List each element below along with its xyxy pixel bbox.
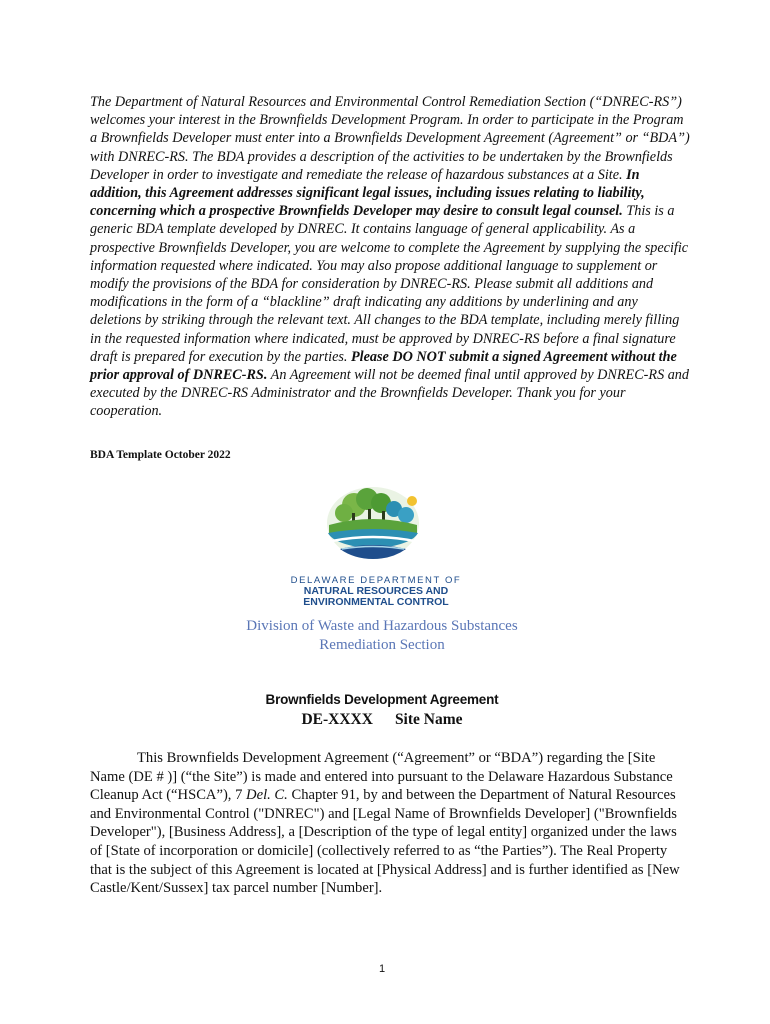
logo-line-1: DELAWARE DEPARTMENT OF (290, 575, 462, 586)
intro-sentence-1: The Department of Natural Resources and Environmental Control Remediation Section (“DNREC-RS”) welcomes your interest in the Brownfields Development Program. In order to participate in the Program a Brownfields Developer must enter into a Brownfields Development Agreement (Agreement” or “BDA”) with DNREC-RS. The BDA provides a description of the activities to be undertaken by the Brownfields Developer in order to investigate and remediate the release of hazardous substances at a Site. (90, 94, 690, 183)
intro-sentence-5: An Agreement will not be deemed final until approved by DNREC-RS and executed by the DNREC-RS Administrator and the Brownfields Developer. Thank you for your cooperation. (90, 367, 689, 420)
page-number: 1 (378, 963, 386, 975)
intro-submit-warning: Please DO NOT submit a signed Agreement without the prior approval of DNREC-RS. (90, 348, 677, 384)
agreement-paragraph-text: This Brownfields Development Agreement (“Agreement” or “BDA”) regarding the [Site Name (DE # )] (“the Site”) is made and entered into pursuant to the Delaware Hazardous Substance Cleanup Act (“HSCA”), 7 (90, 750, 673, 804)
division-name: Division of Waste and Hazardous Substances (246, 618, 518, 634)
template-label: BDA Template October 2022 (90, 449, 231, 461)
logo-line-2: NATURAL RESOURCES AND (303, 585, 449, 597)
dnrec-logo (284, 487, 468, 609)
agreement-title: Brownfields Development Agreement (265, 692, 499, 707)
dnrec-logo-emblem (284, 487, 468, 609)
logo-line-3: ENVIRONMENTAL CONTROL (303, 596, 449, 608)
agreement-paragraph (90, 749, 690, 898)
del-c-citation: Del. C. (246, 787, 288, 804)
agreement-paragraph-rest: Chapter 91, by and between the Department of Natural Resources and Environmental Control ("DNREC") and [Legal Name of Brownfields Developer] ("Brownfields Developer"), [Business Address], a [Description of the type of legal entity] organized under the laws of [State of incorporation or domicile] (collectively referred to as “the Parties”). The Real Property that is the subject of this Agreement is located at [Physical Address] and is further identified as [New Castle/Kent/Sussex] tax parcel number [Number]. (90, 787, 680, 897)
intro-sentence-3: This is a generic BDA template developed by DNREC. It contains language of general applicability. As a prospective Brownfields Developer, you are welcome to complete the Agreement by supplying the specific information requested where indicated. You may also propose additional language to supplement or modify the provisions of the BDA for consideration by DNREC-RS. Please submit all additions and modifications in the form of a “blackline” draft indicating any additions by underlining and any deletions by striking through the relevant text. All changes to the BDA template, including merely filling in the requested information where indicated, must be approved by DNREC-RS before a final signature draft is prepared for execution by the parties. (90, 203, 689, 365)
site-name: Site Name (394, 711, 463, 728)
section-name: Remediation Section (319, 637, 445, 653)
site-heading (0, 711, 764, 729)
site-id: DE-XXXX (301, 711, 373, 728)
intro-paragraph (90, 93, 690, 421)
intro-legal-warning: In addition, this Agreement addresses significant legal issues, including issues relating to liability, concerning which a prospective Brownfields Developer may desire to consult legal counsel. (90, 166, 645, 220)
